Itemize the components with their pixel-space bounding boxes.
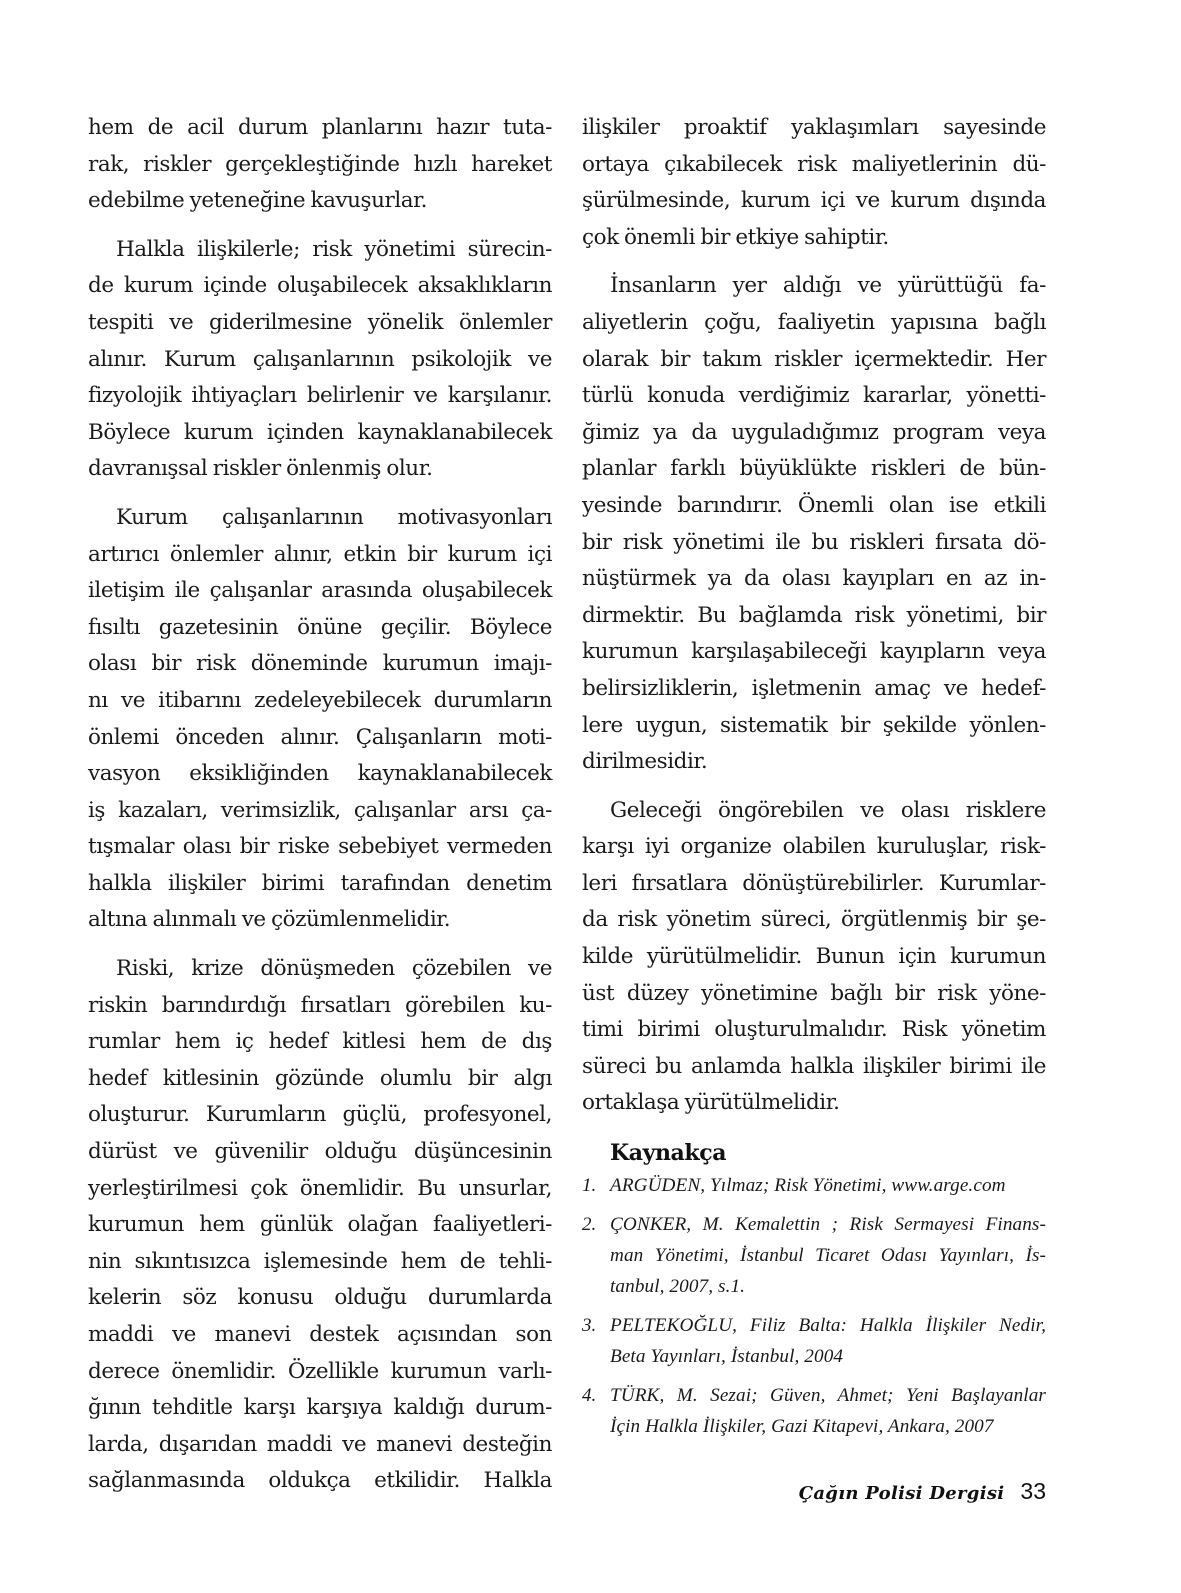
reference-line: man Yönetimi, İstanbul Ticaret Odası Yayınları, İs- xyxy=(610,1245,1046,1267)
text-line: olarak bir takım riskler içermektedir. Her xyxy=(582,346,1046,372)
text-line: alınır. Kurum çalışanlarının psikolojik ve xyxy=(88,346,552,372)
reference-item xyxy=(582,1310,1046,1372)
text-line: hem de acil durum planlarını hazır tuta- xyxy=(88,115,552,140)
text-line: ortaklaşa yürütülmelidir. xyxy=(582,1090,840,1116)
paragraph-gap xyxy=(88,939,552,951)
reference-number: 2. xyxy=(582,1214,597,1236)
text-line: yesinde barındırır. Önemli olan ise etkili xyxy=(582,492,1046,518)
text-line: ğının tehditle karşı karşıya kaldığı durum- xyxy=(88,1395,552,1421)
text-line: Riski, krize dönüşmeden çözebilen ve xyxy=(116,956,552,982)
reference-item xyxy=(582,1209,1046,1302)
text-line: da risk yönetim süreci, örgütlenmiş bir şe- xyxy=(582,907,1046,933)
text-line: dirmektir. Bu bağlamda risk yönetimi, bir xyxy=(582,602,1046,628)
text-line: kurumun karşılaşabileceği kayıpların veya xyxy=(582,639,1046,665)
text-line: üst düzey yönetimine bağlı bir risk yöne- xyxy=(582,980,1046,1006)
page-number: 33 xyxy=(1020,1478,1046,1504)
paragraph xyxy=(88,500,552,939)
right-column xyxy=(582,110,1046,1450)
page-footer xyxy=(799,1478,1046,1505)
text-line: kelerin söz konusu olduğu durumlarda xyxy=(88,1285,552,1311)
text-line: riskin barındırdığı fırsatları görebilen ku- xyxy=(88,992,552,1018)
text-line: ortaya çıkabilecek risk maliyetlerinin dü- xyxy=(582,151,1046,177)
text-line: Geleceği öngörebilen ve olası risklere xyxy=(610,797,1046,823)
paragraph xyxy=(88,232,552,488)
text-line: olası bir risk döneminde kurumun imajı- xyxy=(88,651,552,677)
text-line: artırıcı önlemler alınır, etkin bir kurum içi xyxy=(88,541,552,567)
text-line: dirilmesidir. xyxy=(582,749,708,775)
text-line: şürülmesinde, kurum içi ve kurum dışında xyxy=(582,188,1046,214)
paragraph xyxy=(582,110,1046,256)
text-line: iletişim ile çalışanlar arasında oluşabilecek xyxy=(88,578,552,604)
text-line: çok önemli bir etkiye sahiptir. xyxy=(582,224,889,250)
reference-line: Beta Yayınları, İstanbul, 2004 xyxy=(610,1346,844,1368)
text-line: oluşturur. Kurumların güçlü, profesyonel, xyxy=(88,1102,552,1128)
text-line: Kurum çalışanlarının motivasyonları xyxy=(116,504,552,530)
magazine-name: Çağın Polisi Dergisi xyxy=(798,1483,1005,1504)
text-line: iş kazaları, verimsizlik, çalışanlar arsı ça- xyxy=(88,797,552,823)
text-line: nı ve itibarını zedeleyebilecek durumların xyxy=(88,687,552,713)
text-line: derece önemlidir. Özellikle kurumun varlı- xyxy=(88,1358,552,1384)
text-line: leri fırsatlara dönüştürebilirler. Kurumlar- xyxy=(582,870,1046,896)
references-list xyxy=(582,1170,1046,1442)
text-line: fısıltı gazetesinin önüne geçilir. Böylece xyxy=(88,614,552,640)
text-line: türlü konuda verdiğimiz kararlar, yönetti- xyxy=(582,383,1046,409)
text-line: karşı iyi organize olabilen kuruluşlar, risk- xyxy=(582,834,1046,860)
reference-line: TÜRK, M. Sezai; Güven, Ahmet; Yeni Başlayanlar xyxy=(610,1385,1046,1407)
text-line: halkla ilişkiler birimi tarafından denetim xyxy=(88,870,552,896)
reference-line: ÇONKER, M. Kemalettin ; Risk Sermayesi Finans- xyxy=(610,1214,1046,1236)
text-line: lere uygun, sistematik bir şekilde yönlen- xyxy=(582,712,1046,738)
text-line: belirsizliklerin, işletmenin amaç ve hedef- xyxy=(582,675,1046,701)
text-line: kilde yürütülmelidir. Bunun için kurumun xyxy=(582,944,1046,970)
paragraph xyxy=(582,268,1046,780)
reference-item xyxy=(582,1170,1046,1201)
text-line: kurumun hem günlük olağan faaliyetleri- xyxy=(88,1212,552,1238)
text-line: yerleştirilmesi çok önemlidir. Bu unsurlar, xyxy=(88,1175,552,1201)
text-line: davranışsal riskler önlenmiş olur. xyxy=(88,456,433,482)
text-line: aliyetlerin çoğu, faaliyetin yapısına bağlı xyxy=(582,309,1046,335)
text-line: tespiti ve giderilmesine yönelik önlemler xyxy=(88,309,552,335)
text-line: fizyolojik ihtiyaçları belirlenir ve karşılanır. xyxy=(88,383,552,409)
references-heading: Kaynakça xyxy=(610,1140,727,1167)
text-line: de kurum içinde oluşabilecek aksaklıkların xyxy=(88,273,552,299)
text-line: rumlar hem iç hedef kitlesi hem de dış xyxy=(88,1029,552,1055)
paragraph-gap xyxy=(88,488,552,500)
text-line: ilişkiler proaktif yaklaşımları sayesinde xyxy=(582,115,1046,140)
paragraph-gap xyxy=(582,256,1046,268)
text-line: tışmalar olası bir riske sebebiyet vermeden xyxy=(88,834,552,860)
reference-number: 3. xyxy=(582,1315,597,1337)
reference-line: tanbul, 2007, s.1. xyxy=(610,1276,746,1298)
text-line: önlemi önceden alınır. Çalışanların moti- xyxy=(88,724,552,750)
text-line: süreci bu anlamda halkla ilişkiler birimi ile xyxy=(582,1053,1046,1079)
text-line: maddi ve manevi destek açısından son xyxy=(88,1322,552,1347)
text-line: dürüst ve güvenilir olduğu düşüncesinin xyxy=(88,1139,552,1165)
left-column xyxy=(88,110,552,1500)
paragraph xyxy=(88,110,552,220)
text-line: larda, dışarıdan maddi ve manevi desteğin xyxy=(88,1431,552,1457)
reference-line: PELTEKOĞLU, Filiz Balta: Halkla İlişkiler Nedir, xyxy=(610,1315,1046,1337)
paragraph xyxy=(88,951,552,1500)
text-line: hedef kitlesinin gözünde olumlu bir algı xyxy=(88,1065,552,1091)
text-line: altına alınmalı ve çözümlenmelidir. xyxy=(88,907,451,933)
text-line: nüştürmek ya da olası kayıpları en az in- xyxy=(582,566,1046,592)
paragraph-gap xyxy=(582,781,1046,793)
text-line: Böylece kurum içinden kaynaklanabilecek xyxy=(88,419,552,445)
reference-number: 1. xyxy=(582,1175,597,1197)
paragraph xyxy=(582,793,1046,1122)
paragraph-gap xyxy=(88,220,552,232)
text-line: rak, riskler gerçekleştiğinde hızlı hareket xyxy=(88,151,552,177)
text-line: planlar farklı büyüklükte riskleri de bün- xyxy=(582,456,1046,482)
reference-line: İçin Halkla İlişkiler, Gazi Kitapevi, Ankara, 2007 xyxy=(610,1416,994,1438)
text-line: bir risk yönetimi ile bu riskleri fırsata dö- xyxy=(582,529,1046,555)
reference-item xyxy=(582,1380,1046,1442)
text-line: timi birimi oluşturulmalıdır. Risk yönetim xyxy=(582,1017,1046,1043)
text-line: edebilme yeteneğine kavuşurlar. xyxy=(88,188,428,214)
text-line: sağlanmasında oldukça etkilidir. Halkla xyxy=(88,1468,552,1494)
reference-number: 4. xyxy=(582,1385,597,1407)
text-line: ğimiz ya da uyguladığımız program veya xyxy=(582,419,1046,445)
reference-line: ARGÜDEN, Yılmaz; Risk Yönetimi, www.arge.com xyxy=(610,1175,1006,1197)
text-line: nin sıkıntısızca işlemesinde hem de tehli- xyxy=(88,1248,552,1274)
text-line: vasyon eksikliğinden kaynaklanabilecek xyxy=(88,761,552,787)
text-line: Halkla ilişkilerle; risk yönetimi sürecin- xyxy=(116,236,552,262)
text-line: İnsanların yer aldığı ve yürüttüğü fa- xyxy=(610,273,1046,299)
